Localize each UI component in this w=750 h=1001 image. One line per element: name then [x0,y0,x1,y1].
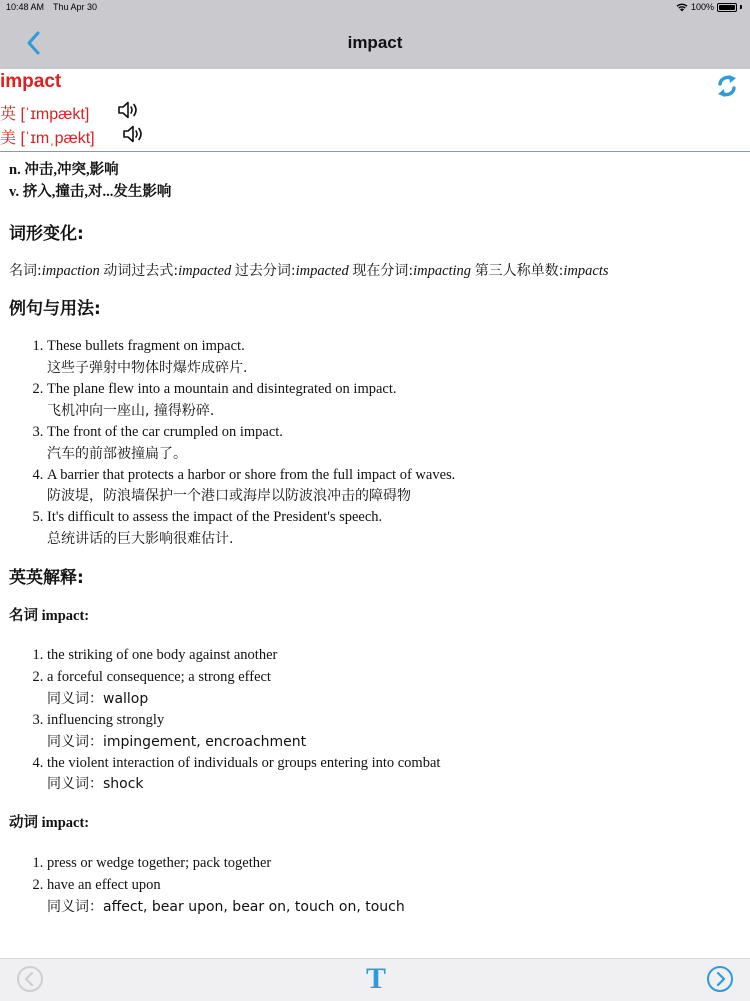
example-en: 5. It's difficult to assess the impact of the President's speech. [47,509,383,526]
form-value: impaction [41,263,100,279]
english-def: 2. have an effect upon [47,876,161,893]
status-bar [0,0,750,16]
synonym-line: 同义词：wallop [47,690,149,707]
list-item [47,465,739,508]
english-def: 1. press or wedge together; pack together [47,855,272,871]
font-size-button[interactable]: T [365,962,386,995]
form-label: 第三人称单数: [474,263,564,279]
example-zh: 总统讲话的巨大影响很难估计. [47,531,234,547]
list-item [47,853,739,875]
form-value: impacted [295,263,349,279]
list-item [47,710,739,753]
form-value: impacts [563,263,609,279]
phonetic-uk: 英 [ˈɪmpækt] [0,106,90,123]
speaker-us-icon[interactable] [122,124,144,144]
list-item [47,645,739,667]
list-item [47,507,739,550]
example-zh: 这些子弹射中物体时爆炸成碎片. [47,360,248,376]
example-en: 4. A barrier that protects a harbor or shore from the full impact of waves. [47,466,456,483]
speaker-uk-icon[interactable] [117,100,139,120]
list-item [47,422,739,465]
battery-icon [717,3,737,12]
synonym-line: 同义词：shock [47,776,144,793]
previous-circle-icon[interactable] [16,965,44,993]
synonym-line: 同义词：impingement, encroachment [47,733,307,750]
section-word-forms-title: 词形变化: [9,223,84,244]
wifi-icon [676,3,688,12]
definition-verb: v. 挤入,撞击,对...发生影响 [9,183,172,200]
list-item [47,379,739,422]
battery-percent: 100% [690,2,714,12]
list-item [47,875,739,918]
page-title: impact [347,33,403,52]
example-en: 2. The plane flew into a mountain and disintegrated on impact. [47,381,397,397]
example-en: 1. These bullets fragment on impact. [47,338,245,355]
english-def: 4. the violent interaction of individuals or groups entering into combat [47,754,441,771]
english-def: 3. influencing strongly [47,711,165,728]
example-list [9,336,739,550]
battery-tip [740,5,742,9]
word-header [0,69,750,152]
section-examples-title: 例句与用法: [9,298,101,319]
form-label: 现在分词: [352,263,414,279]
example-zh: 汽车的前部被撞扁了。 [47,445,187,462]
form-value: impacted [178,263,232,279]
list-item [47,753,739,796]
status-right [676,2,742,12]
word-forms [9,261,739,283]
form-label: 名词: [9,263,42,279]
definition-content [9,160,739,918]
example-zh: 防波堤，防浪墙保护一个港口或海岸以防波浪冲击的障碍物 [47,488,411,505]
verb-subtitle: 动词 impact: [9,815,90,832]
status-date: Thu Apr 30 [53,2,98,12]
form-value: impacting [413,263,472,279]
refresh-icon[interactable] [716,73,738,99]
verb-definition-list [9,853,739,918]
english-def: 1. the striking of one body against another [47,647,278,664]
noun-definition-list [9,645,739,795]
section-english-title: 英英解释: [9,568,84,588]
example-en: 3. The front of the car crumpled on impact. [47,423,283,440]
headword: impact [0,71,62,92]
example-zh: 飞机冲向一座山, 撞得粉碎. [47,402,215,419]
next-circle-icon[interactable] [706,965,734,993]
phonetic-us: 美 [ˈɪmˌpækt] [0,130,95,147]
english-def: 2. a forceful consequence; a strong effect [47,669,271,685]
synonym-line: 同义词：affect, bear upon, bear on, touch on, touch [47,898,405,915]
form-label: 过去分词: [234,263,296,279]
navigation-bar [0,16,750,69]
definition-noun: n. 冲击,冲突,影响 [9,162,119,178]
status-time: 10:48 AM [6,2,45,12]
form-label: 动词过去式: [103,263,179,279]
noun-subtitle: 名词 impact: [9,607,90,624]
bottom-toolbar [0,958,750,1001]
list-item [47,336,739,379]
list-item [47,667,739,710]
